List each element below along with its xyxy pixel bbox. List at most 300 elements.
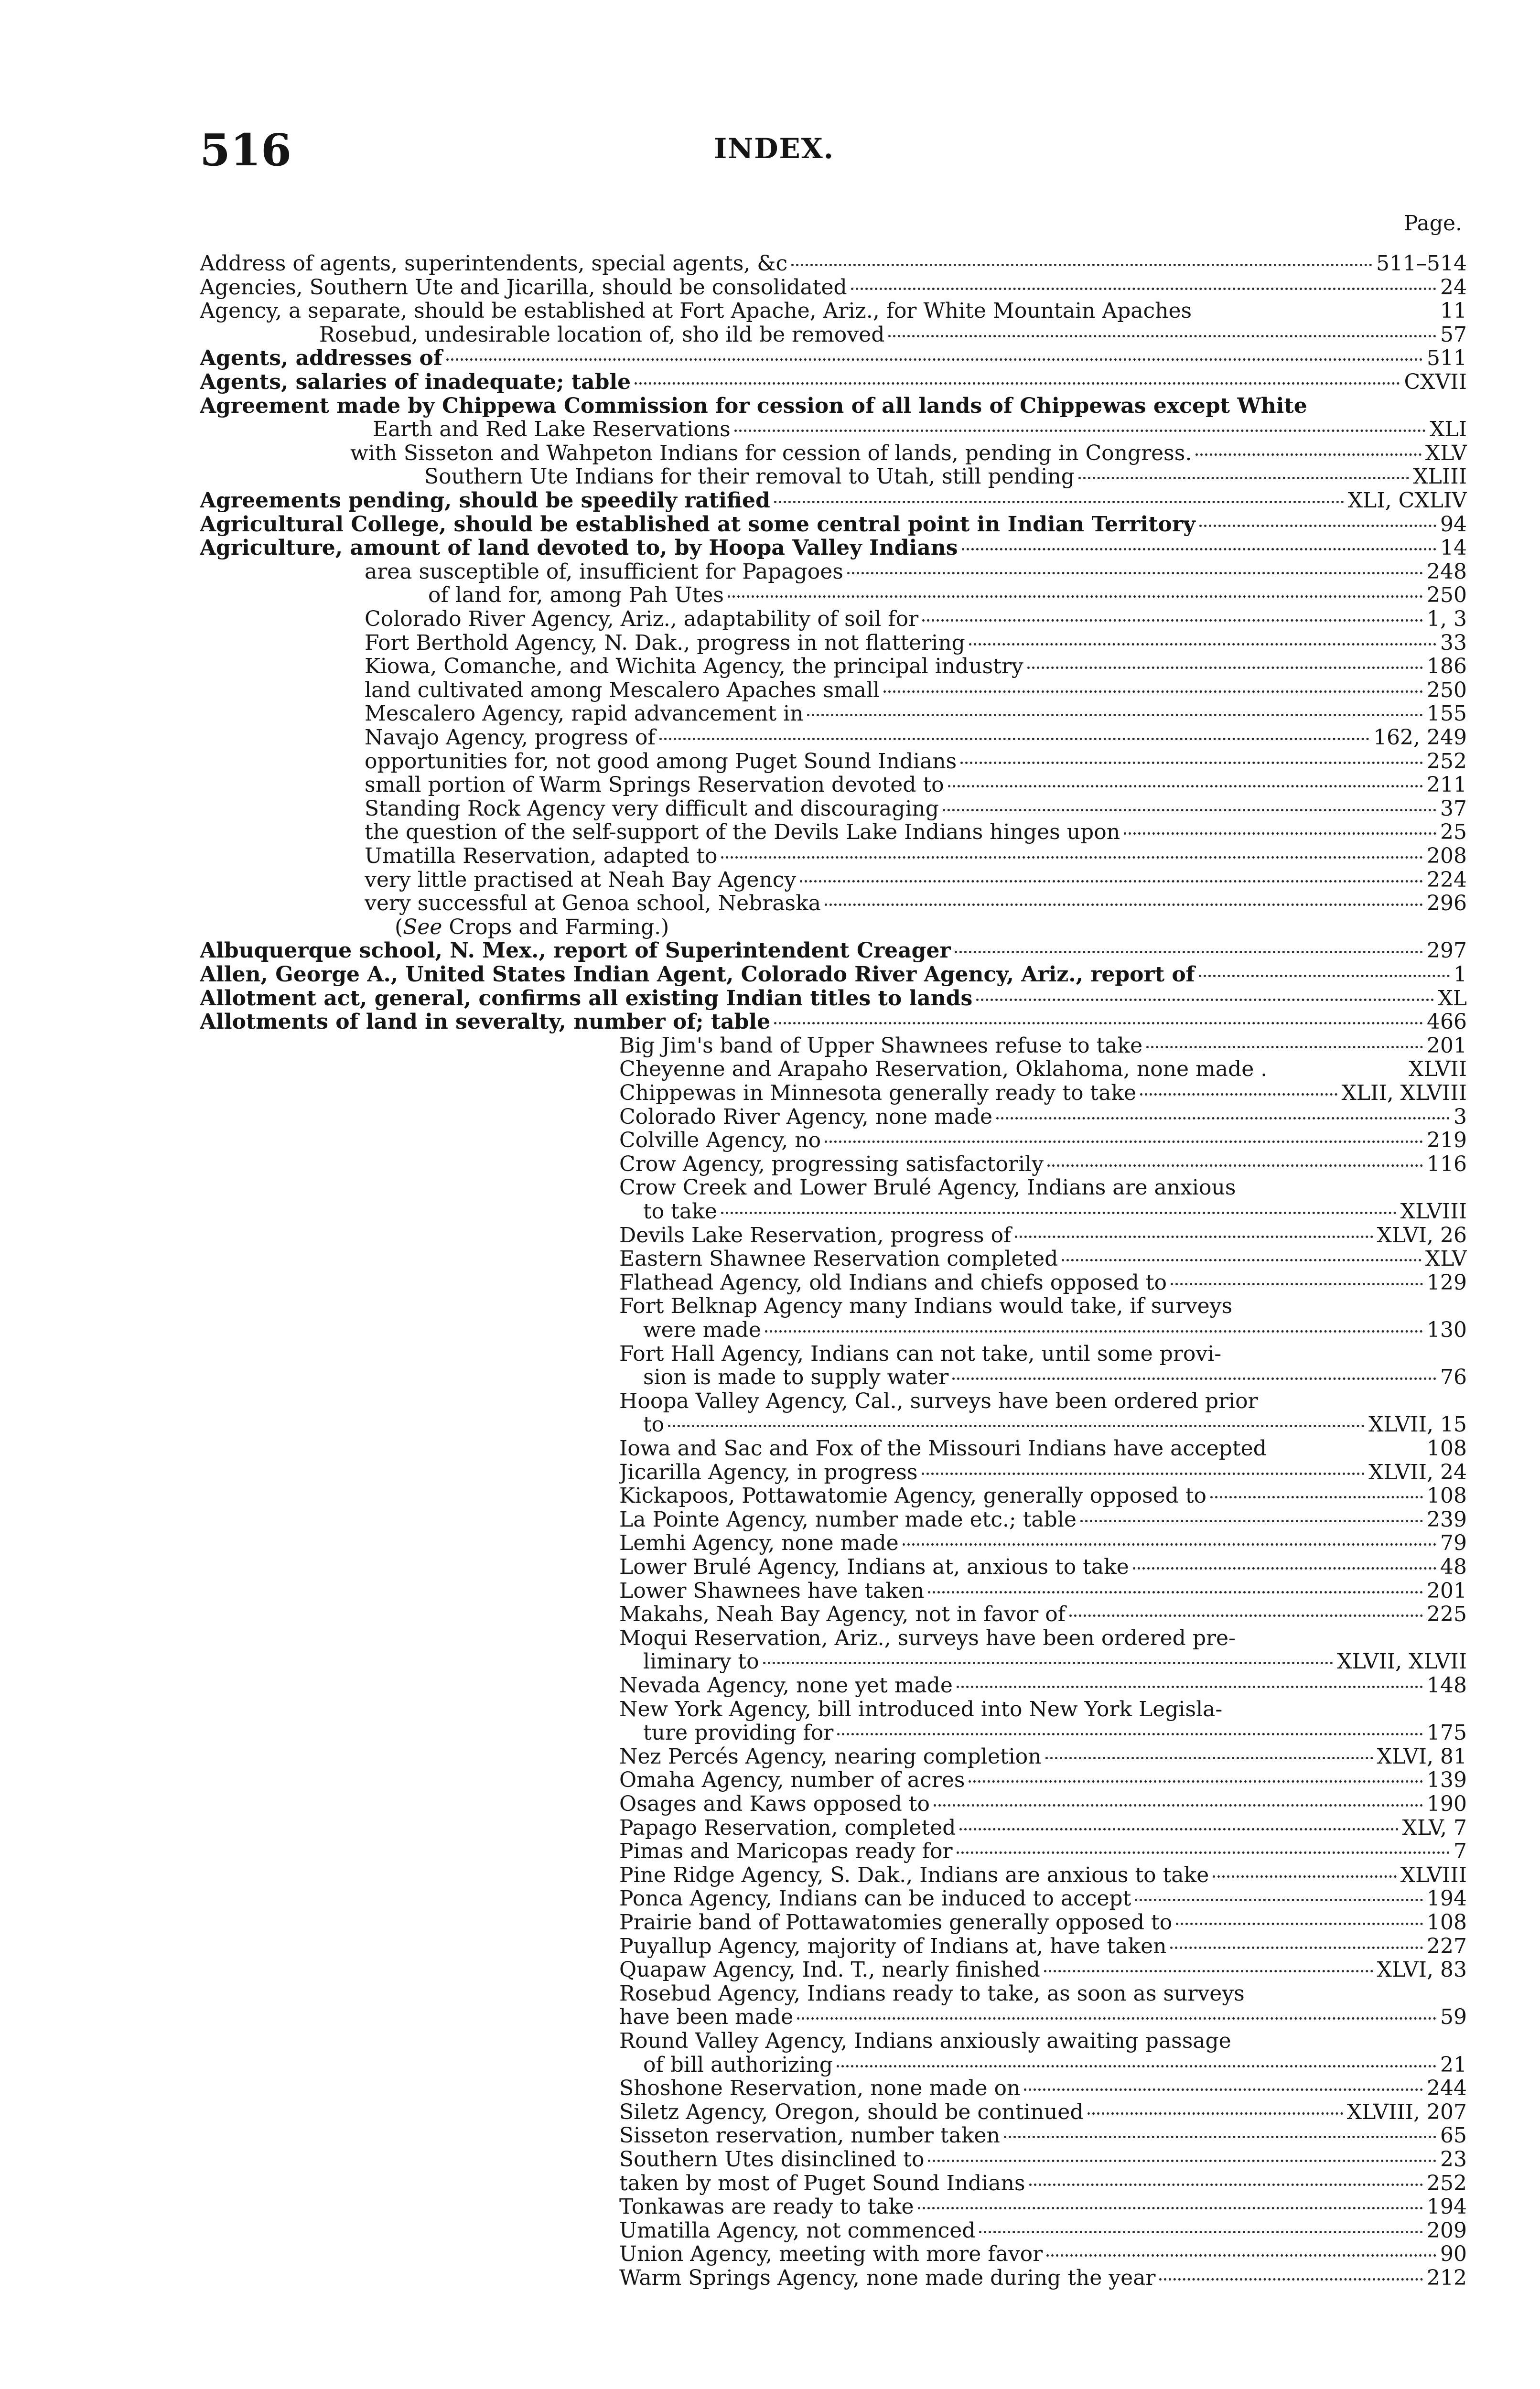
entry-text: Colville Agency, no — [619, 1130, 821, 1152]
entry-text: ture providing for — [643, 1722, 834, 1744]
index-entry — [319, 324, 1467, 346]
leader-dots — [1176, 1923, 1423, 1925]
entry-page-ref: 208 — [1427, 846, 1467, 868]
index-entry — [619, 2102, 1467, 2124]
index-entry — [200, 490, 1467, 512]
entry-page-ref: XLVI, 81 — [1377, 1746, 1467, 1768]
index-entry — [619, 1936, 1467, 1958]
index-entry — [619, 2196, 1467, 2218]
leader-dots — [1080, 1520, 1423, 1522]
entry-text: Allen, George A., United States Indian Agent, Colorado River Agency, Ariz., report of — [200, 964, 1195, 986]
index-entry — [619, 1462, 1467, 1484]
entry-page-ref: 194 — [1427, 2196, 1467, 2218]
entry-text: Jicarilla Agency, in progress — [619, 1462, 918, 1484]
entry-text: Tonkawas are ready to take — [619, 2196, 914, 2218]
index-entry — [619, 1746, 1467, 1768]
entry-page-ref: 37 — [1440, 798, 1467, 820]
entry-page-ref: 511 — [1427, 348, 1467, 370]
entry-text: Omaha Agency, number of acres — [619, 1770, 965, 1792]
leader-dots — [807, 714, 1423, 716]
entry-text: Siletz Agency, Oregon, should be continued — [619, 2102, 1084, 2124]
entry-text: Papago Reservation, completed — [619, 1818, 956, 1840]
leader-dots — [837, 2065, 1436, 2067]
leader-dots — [979, 2231, 1423, 2233]
index-entry — [619, 1130, 1467, 1152]
entry-text: Iowa and Sac and Fox of the Missouri Indians have accepted — [619, 1438, 1267, 1460]
entry-text: Nez Percés Agency, nearing completion — [619, 1746, 1042, 1768]
leader-dots — [668, 1425, 1365, 1427]
index-entry — [619, 1699, 1467, 1721]
entry-text: Agriculture, amount of land devoted to, by Hoopa Valley Indians — [200, 538, 958, 560]
index-entry — [643, 1414, 1467, 1436]
entry-page-ref: 209 — [1427, 2220, 1467, 2242]
entry-page-ref: 11 — [1440, 301, 1467, 323]
leader-dots — [943, 809, 1436, 811]
entry-text: Address of agents, superintendents, special agents, &c — [200, 253, 788, 275]
entry-page-ref: 250 — [1427, 680, 1467, 702]
leader-dots — [1069, 1614, 1423, 1617]
entry-text: Osages and Kaws opposed to — [619, 1794, 930, 1816]
index-entry — [619, 2268, 1467, 2290]
leader-dots — [1024, 2088, 1423, 2091]
index-entry — [619, 1628, 1467, 1650]
index-entry — [619, 1818, 1467, 1840]
entry-text: small portion of Warm Springs Reservation devoted to — [365, 775, 944, 796]
entry-text: Big Jim's band of Upper Shawnees refuse to take — [619, 1035, 1143, 1057]
entry-page-ref: 175 — [1427, 1722, 1467, 1744]
entry-page-ref: 65 — [1440, 2125, 1467, 2147]
entry-text: Kiowa, Comanche, and Wichita Agency, the principal industry — [365, 656, 1023, 678]
entry-page-ref: 3 — [1454, 1107, 1467, 1129]
index-entry — [643, 1320, 1467, 1342]
leader-dots — [774, 1022, 1423, 1024]
entry-page-ref: XLVIII — [1400, 1201, 1467, 1223]
leader-dots — [962, 548, 1437, 550]
entry-page-ref: XLV, 7 — [1402, 1818, 1467, 1840]
entry-page-ref: 148 — [1427, 1675, 1467, 1697]
index-entry — [619, 1035, 1467, 1057]
index-entry — [643, 1651, 1467, 1673]
entry-page-ref: CXVII — [1404, 372, 1467, 394]
index-entry — [619, 1248, 1467, 1270]
index-entry — [643, 2055, 1467, 2077]
index-entry — [619, 1391, 1467, 1413]
entry-text: Round Valley Agency, Indians anxiously awaiting passage — [619, 2031, 1231, 2053]
index-entry — [365, 609, 1467, 631]
index-entry — [365, 680, 1467, 702]
entry-page-ref: 1 — [1454, 964, 1467, 986]
leader-dots — [1004, 2136, 1436, 2138]
entry-text: Agreements pending, should be speedily ratified — [200, 490, 770, 512]
entry-text: Union Agency, meeting with more favor — [619, 2244, 1043, 2266]
leader-dots — [1159, 2278, 1423, 2281]
index-entry — [200, 988, 1467, 1010]
leader-dots — [765, 1330, 1423, 1333]
leader-dots — [721, 1212, 1397, 1214]
index-entry — [428, 585, 1467, 607]
leader-dots — [903, 1543, 1436, 1546]
index-entry — [619, 2078, 1467, 2100]
index-entry — [365, 822, 1467, 844]
leader-dots — [1027, 667, 1423, 669]
entry-text: Nevada Agency, none yet made — [619, 1675, 953, 1697]
entry-text: Moqui Reservation, Ariz., surveys have been ordered pre- — [619, 1628, 1236, 1650]
leader-dots — [969, 1780, 1423, 1783]
entry-page-ref: XLI, CXLIV — [1347, 490, 1467, 512]
leader-dots — [659, 738, 1369, 740]
index-entry — [365, 893, 1467, 915]
leader-dots — [1046, 2254, 1436, 2257]
index-entry — [619, 1581, 1467, 1603]
entry-page-ref: 252 — [1427, 751, 1467, 773]
index-entry — [395, 917, 1467, 939]
entry-page-ref: XLIII — [1413, 466, 1467, 488]
leader-dots — [957, 1851, 1450, 1854]
index-entry — [619, 1485, 1467, 1507]
entry-text: Agencies, Southern Ute and Jicarilla, should be consolidated — [200, 277, 847, 299]
entry-text: Cheyenne and Arapaho Reservation, Oklahoma, none made . — [619, 1059, 1268, 1081]
entry-page-ref: XLV — [1425, 443, 1467, 465]
leader-dots — [1015, 1236, 1373, 1238]
leader-dots — [922, 619, 1423, 622]
index-entry — [619, 2149, 1467, 2171]
index-entry — [619, 1794, 1467, 1816]
entry-text: very little practised at Neah Bay Agency — [365, 870, 797, 892]
leader-dots — [734, 430, 1426, 432]
entry-text: Southern Ute Indians for their removal to Utah, still pending — [424, 466, 1075, 488]
index-entry — [619, 1272, 1467, 1294]
entry-page-ref: 212 — [1427, 2268, 1467, 2290]
entry-page-ref: XLVII, 15 — [1368, 1414, 1467, 1436]
index-entry — [619, 1912, 1467, 1934]
index-entry — [619, 1865, 1467, 1887]
entry-text: Agreement made by Chippewa Commission for cession of all lands of Chippewas except White — [200, 396, 1307, 418]
entry-text: La Pointe Agency, number made etc.; table — [619, 1509, 1077, 1531]
index-entry — [619, 1533, 1467, 1555]
entry-text: have been made — [619, 2007, 794, 2029]
entry-text: Umatilla Agency, not commenced — [619, 2220, 976, 2242]
entry-text: Fort Belknap Agency many Indians would take, if surveys — [619, 1296, 1233, 1318]
entry-text: Quapaw Agency, Ind. T., nearly finished — [619, 1959, 1040, 1981]
leader-dots — [837, 1733, 1423, 1735]
index-entry — [365, 751, 1467, 773]
index-entry — [643, 1367, 1467, 1389]
leader-dots — [1195, 453, 1422, 456]
entry-text: Flathead Agency, old Indians and chiefs opposed to — [619, 1272, 1167, 1294]
entry-text: Devils Lake Reservation, progress of — [619, 1225, 1012, 1247]
index-entry — [619, 2220, 1467, 2242]
entry-text: taken by most of Puget Sound Indians — [619, 2173, 1025, 2195]
leader-dots — [800, 880, 1423, 882]
index-entry — [619, 1983, 1467, 2005]
entry-text: Allotments of land in severalty, number of; table — [200, 1012, 771, 1033]
leader-dots — [1199, 975, 1450, 977]
entry-text: Standing Rock Agency very difficult and discouraging — [365, 798, 939, 820]
entry-page-ref: 250 — [1427, 585, 1467, 607]
entry-page-ref: 94 — [1440, 514, 1467, 536]
entry-text: Rosebud Agency, Indians ready to take, as soon as surveys — [619, 1983, 1245, 2005]
entry-text: Pimas and Maricopas ready for — [619, 1841, 953, 1863]
entry-text: Pine Ridge Agency, S. Dak., Indians are anxious to take — [619, 1865, 1209, 1887]
leader-dots — [1135, 1899, 1423, 1901]
entry-page-ref: 14 — [1440, 538, 1467, 560]
entry-text: Southern Utes disinclined to — [619, 2149, 925, 2171]
entry-page-ref: XLII, XLVIII — [1341, 1083, 1467, 1105]
entry-text: Kickapoos, Pottawatomie Agency, generally opposed to — [619, 1485, 1207, 1507]
index-entry — [619, 1438, 1467, 1460]
leader-dots — [721, 856, 1423, 859]
entry-page-ref: 155 — [1427, 703, 1467, 725]
entry-text: Prairie band of Pottawatomies generally opposed to — [619, 1912, 1173, 1934]
leader-dots — [1199, 525, 1436, 527]
entry-text: of land for, among Pah Utes — [428, 585, 724, 607]
index-entry — [424, 466, 1467, 488]
entry-page-ref: 244 — [1427, 2078, 1467, 2100]
leader-dots — [1133, 1567, 1436, 1570]
entry-text: (See Crops and Farming.) — [395, 917, 669, 939]
entry-text: Agents, addresses of — [200, 348, 442, 370]
index-entry — [365, 633, 1467, 655]
entry-page-ref: 194 — [1427, 1888, 1467, 1910]
index-entry — [365, 798, 1467, 820]
leader-dots — [763, 1662, 1334, 1664]
index-entry — [619, 2125, 1467, 2147]
entry-page-ref: 79 — [1440, 1533, 1467, 1555]
leader-dots — [797, 2017, 1436, 2020]
entry-text: Ponca Agency, Indians can be induced to accept — [619, 1888, 1131, 1910]
entry-page-ref: 48 — [1440, 1557, 1467, 1579]
index-entry — [619, 1296, 1467, 1318]
entry-page-ref: 90 — [1440, 2244, 1467, 2266]
index-entry — [619, 1770, 1467, 1792]
entry-page-ref: 59 — [1440, 2007, 1467, 2029]
entry-page-ref: 227 — [1427, 1936, 1467, 1958]
entry-page-ref: 466 — [1427, 1012, 1467, 1033]
index-entry — [200, 964, 1467, 986]
entry-page-ref: 297 — [1427, 940, 1467, 962]
index-entry — [619, 2173, 1467, 2195]
entry-text: Lemhi Agency, none made — [619, 1533, 899, 1555]
leader-dots — [1045, 1757, 1373, 1759]
entry-page-ref: 129 — [1427, 1272, 1467, 1294]
index-entry — [365, 727, 1467, 749]
entry-page-ref: 211 — [1427, 775, 1467, 796]
entry-page-ref: 33 — [1440, 633, 1467, 655]
leader-dots — [969, 643, 1436, 646]
leader-dots — [922, 1473, 1365, 1475]
entry-page-ref: XLVII, XLVII — [1337, 1651, 1467, 1673]
leader-dots — [851, 288, 1436, 290]
leader-dots — [996, 1117, 1450, 1119]
entry-page-ref: 296 — [1427, 893, 1467, 915]
entry-page-ref: 108 — [1427, 1485, 1467, 1507]
entry-text: to — [643, 1414, 665, 1436]
leader-dots — [635, 382, 1400, 385]
index-entry — [619, 1107, 1467, 1129]
leader-dots — [918, 2207, 1423, 2209]
index-entry — [619, 1154, 1467, 1176]
index-entry — [200, 538, 1467, 560]
index-entry — [200, 253, 1467, 275]
index-entry — [619, 1888, 1467, 1910]
leader-dots — [1047, 1164, 1423, 1167]
entry-page-ref: 248 — [1427, 561, 1467, 583]
entry-text: Fort Berthold Agency, N. Dak., progress in not flattering — [365, 633, 965, 655]
index-entry — [200, 940, 1467, 962]
entry-page-ref: 1, 3 — [1427, 609, 1467, 631]
entry-page-ref: 24 — [1440, 277, 1467, 299]
entry-page-ref: XLVII — [1409, 1059, 1467, 1081]
leader-dots — [825, 1141, 1423, 1143]
entry-text: Navajo Agency, progress of — [365, 727, 656, 749]
leader-dots — [955, 951, 1423, 953]
index-entry — [365, 846, 1467, 868]
index-entry — [365, 870, 1467, 892]
entry-page-ref: 23 — [1440, 2149, 1467, 2171]
entry-text: Puyallup Agency, majority of Indians at, have taken — [619, 1936, 1167, 1958]
index-entry — [619, 2007, 1467, 2029]
index-entry — [365, 775, 1467, 796]
entry-text: Colorado River Agency, none made — [619, 1107, 993, 1129]
index-entry — [619, 1557, 1467, 1579]
leader-dots — [1044, 1970, 1373, 1972]
entry-page-ref: 130 — [1427, 1320, 1467, 1342]
leader-dots — [1140, 1093, 1337, 1096]
leader-dots — [928, 2160, 1436, 2162]
entry-text: Crow Creek and Lower Brulé Agency, Indians are anxious — [619, 1177, 1236, 1199]
index-entry — [200, 1012, 1467, 1033]
entry-text: Umatilla Reservation, adapted to — [365, 846, 718, 868]
entry-text: liminary to — [643, 1651, 759, 1673]
entry-text: Earth and Red Lake Reservations — [373, 419, 731, 441]
index-entry — [200, 348, 1467, 370]
leader-dots — [1062, 1259, 1422, 1261]
leader-dots — [1170, 1947, 1423, 1949]
entry-text: Agents, salaries of inadequate; table — [200, 372, 631, 394]
entry-page-ref: XLI — [1430, 419, 1467, 441]
index-entry — [200, 277, 1467, 299]
entry-text: Rosebud, undesirable location of, sho ild be removed — [319, 324, 885, 346]
entry-text: Agricultural College, should be established at some central point in Indian Territory — [200, 514, 1195, 536]
entry-text: Lower Shawnees have taken — [619, 1581, 925, 1603]
index-entry — [619, 1675, 1467, 1697]
entry-page-ref: 186 — [1427, 656, 1467, 678]
entry-page-ref: 252 — [1427, 2173, 1467, 2195]
index-entry — [365, 703, 1467, 725]
page-title: INDEX. — [714, 132, 834, 165]
index-entry — [200, 372, 1467, 394]
leader-dots — [957, 1686, 1423, 1688]
index-entry — [619, 1225, 1467, 1247]
index-entry — [619, 2031, 1467, 2053]
entry-page-ref: 511–514 — [1376, 253, 1467, 275]
index-entry — [643, 1201, 1467, 1223]
entry-text: Agency, a separate, should be established at Fort Apache, Ariz., for White Mountain Apaches — [200, 301, 1192, 323]
entry-page-ref: XL — [1438, 988, 1467, 1010]
entry-page-ref: 190 — [1427, 1794, 1467, 1816]
leader-dots — [774, 501, 1344, 503]
entry-text: Albuquerque school, N. Mex., report of Superintendent Creager — [200, 940, 951, 962]
leader-dots — [888, 335, 1436, 337]
entry-page-ref: 116 — [1427, 1154, 1467, 1176]
leader-dots — [1171, 1283, 1423, 1285]
index-entry — [350, 443, 1467, 465]
leader-dots — [1078, 477, 1409, 479]
leader-dots — [960, 762, 1423, 764]
leader-dots — [976, 999, 1434, 1001]
leader-dots — [1210, 1496, 1423, 1498]
leader-dots — [883, 690, 1423, 693]
entry-text: New York Agency, bill introduced into New York Legisla- — [619, 1699, 1223, 1721]
index-entry — [619, 1344, 1467, 1366]
entry-text: with Sisseton and Wahpeton Indians for cession of lands, pending in Congress. — [350, 443, 1192, 465]
entry-page-ref: 57 — [1440, 324, 1467, 346]
entry-text: Colorado River Agency, Ariz., adaptability of soil for — [365, 609, 919, 631]
index-entry — [200, 514, 1467, 536]
entry-page-ref: 7 — [1454, 1841, 1467, 1863]
index-entry — [365, 656, 1467, 678]
entry-text: Allotment act, general, confirms all existing Indian titles to lands — [200, 988, 973, 1010]
leader-dots — [959, 1828, 1398, 1830]
entry-text: Hoopa Valley Agency, Cal., surveys have been ordered prior — [619, 1391, 1258, 1413]
entry-page-ref: 201 — [1427, 1035, 1467, 1057]
index-entry — [619, 2244, 1467, 2266]
entry-text: land cultivated among Mescalero Apaches small — [365, 680, 880, 702]
entry-page-ref: XLVII, 24 — [1368, 1462, 1467, 1484]
index-entry — [200, 396, 1467, 418]
entry-text: Eastern Shawnee Reservation completed — [619, 1248, 1058, 1270]
leader-dots — [1213, 1875, 1397, 1878]
leader-dots — [847, 572, 1423, 574]
entry-text: Fort Hall Agency, Indians can not take, until some provi- — [619, 1344, 1222, 1366]
entry-page-ref: 25 — [1440, 822, 1467, 844]
entry-text: Crow Agency, progressing satisfactorily — [619, 1154, 1044, 1176]
index-entry — [365, 561, 1467, 583]
entry-text: Sisseton reservation, number taken — [619, 2125, 1000, 2147]
leader-dots — [928, 1591, 1423, 1593]
index-entry — [619, 1509, 1467, 1531]
leader-dots — [791, 264, 1372, 266]
leader-dots — [1124, 832, 1436, 835]
entry-page-ref: XLVI, 83 — [1377, 1959, 1467, 1981]
entry-text: Shoshone Reservation, none made on — [619, 2078, 1021, 2100]
entry-text: very successful at Genoa school, Nebraska — [365, 893, 821, 915]
leader-dots — [446, 358, 1423, 361]
entry-page-ref: 162, 249 — [1373, 727, 1467, 749]
index-entry — [619, 1841, 1467, 1863]
index-entry — [619, 1604, 1467, 1626]
entry-page-ref: 108 — [1427, 1438, 1467, 1460]
entry-text: were made — [643, 1320, 761, 1342]
entry-page-ref: 76 — [1440, 1367, 1467, 1389]
entry-text: Makahs, Neah Bay Agency, not in favor of — [619, 1604, 1066, 1626]
index-entry — [619, 1959, 1467, 1981]
entry-text: Chippewas in Minnesota generally ready to take — [619, 1083, 1137, 1105]
index-entry — [619, 1059, 1467, 1081]
entry-page-ref: 225 — [1427, 1604, 1467, 1626]
entry-page-ref: XLVIII — [1400, 1865, 1467, 1887]
leader-dots — [952, 1377, 1436, 1380]
index-entry — [643, 1722, 1467, 1744]
leader-dots — [825, 904, 1423, 906]
entry-page-ref: 139 — [1427, 1770, 1467, 1792]
entry-text: area susceptible of, insufficient for Papagoes — [365, 561, 843, 583]
leader-dots — [728, 595, 1423, 598]
entry-page-ref: XLVIII, 207 — [1346, 2102, 1467, 2124]
entry-text: of bill authorizing — [643, 2055, 833, 2077]
entry-page-ref: XLV — [1425, 1248, 1467, 1270]
leader-dots — [1146, 1046, 1423, 1048]
